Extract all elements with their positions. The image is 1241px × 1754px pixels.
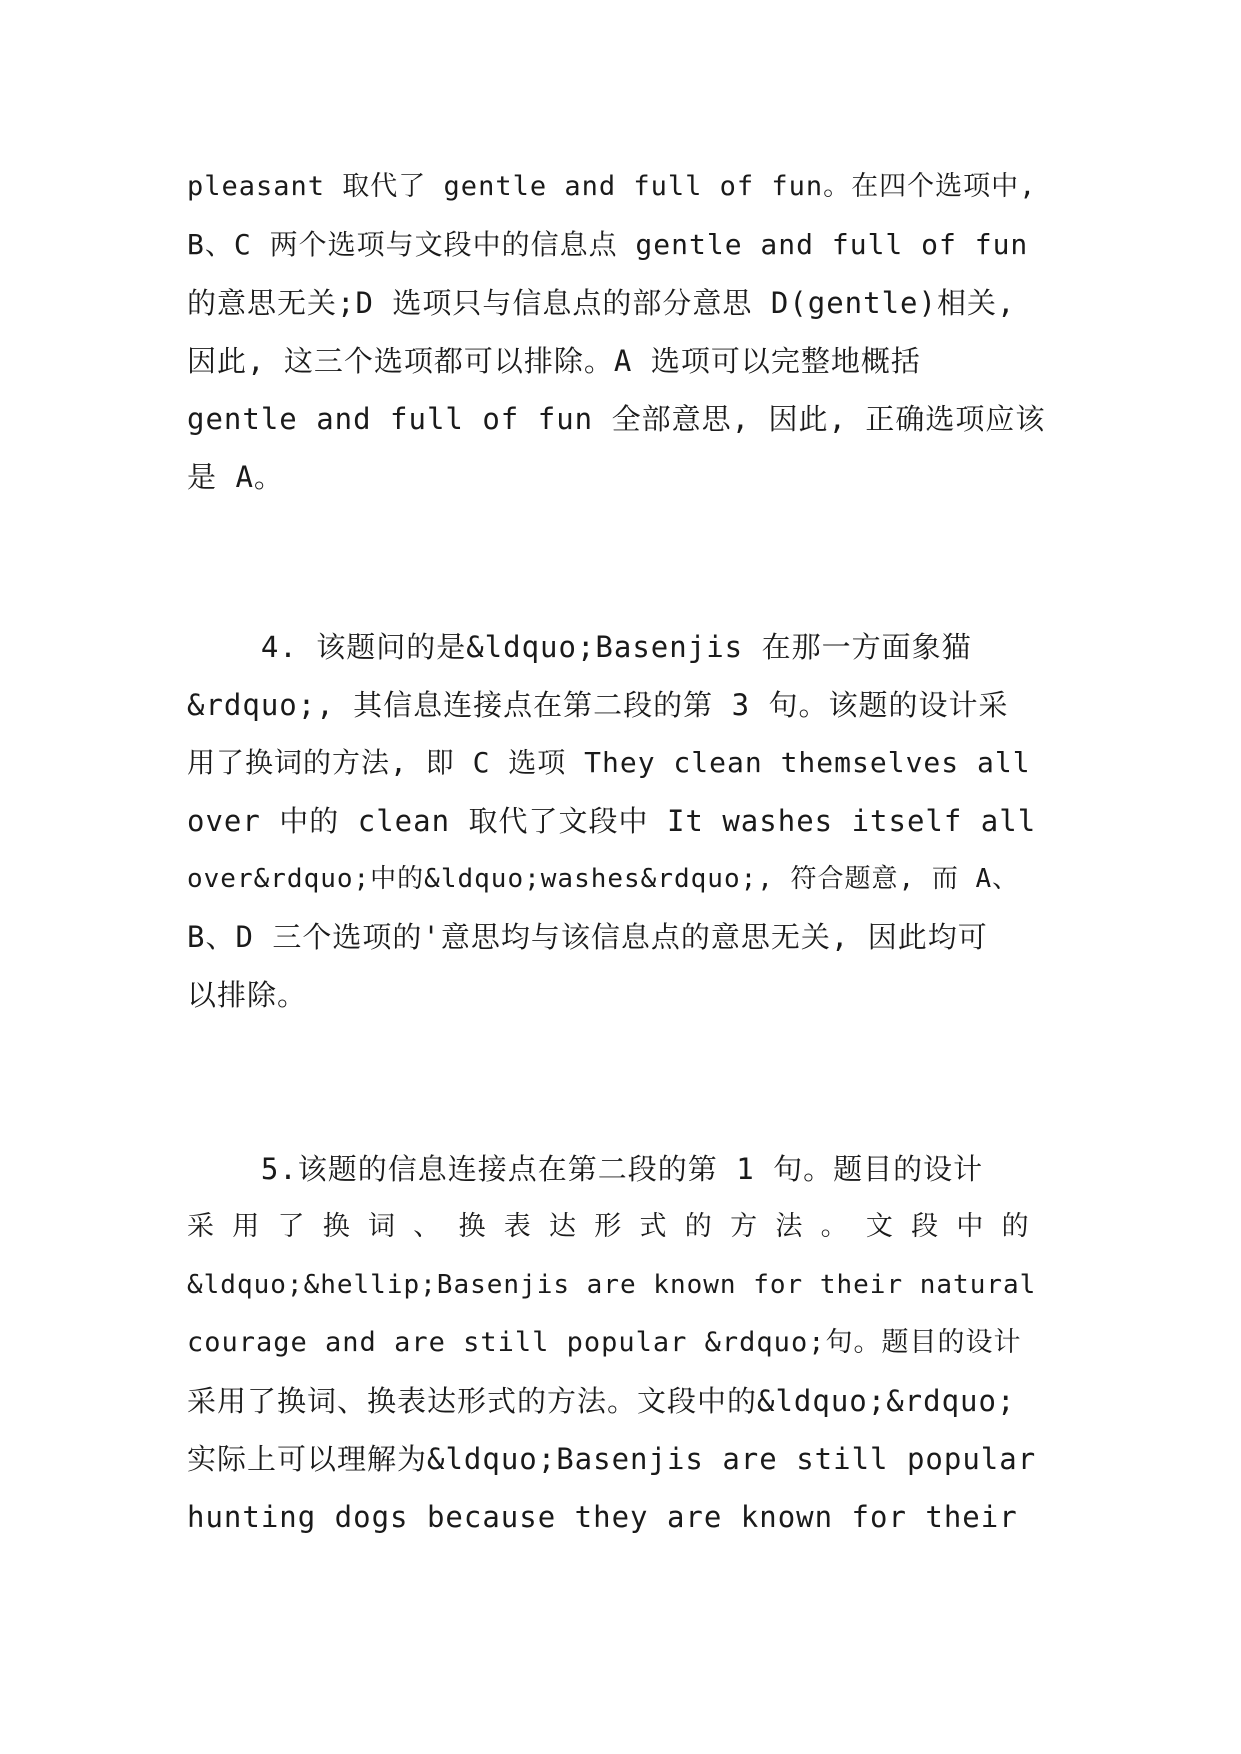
text-line: 5.该题的信息连接点在第二段的第 1 句。题目的设计 [187, 1152, 984, 1186]
text-line: over 中的 clean 取代了文段中 It washes itself all [187, 804, 1037, 838]
text-line: 是 A。 [187, 460, 284, 494]
text-line: 用了换词的方法, 即 C 选项 They clean themselves all [187, 746, 1031, 779]
text-line: &rdquo;, 其信息连接点在第二段的第 3 句。该题的设计采 [187, 688, 1009, 722]
paragraph-answer-3-continued [187, 158, 1047, 506]
text-line: 采用了换词、换表达形式的方法。文段中的&ldquo;&rdquo; [187, 1384, 1016, 1418]
text-line: B、D 三个选项的'意思均与该信息点的意思无关, 因此均可 [187, 920, 988, 954]
text-line: &ldquo;&hellip;Basenjis are known for their natural [187, 1270, 1037, 1300]
text-line: gentle and full of fun 全部意思, 因此, 正确选项应该 [187, 402, 1046, 436]
text-line: over&rdquo;中的&ldquo;washes&rdquo;, 符合题意, 而 A、 [187, 864, 1020, 894]
paragraph-answer-4 [187, 618, 1047, 1024]
text-line: 以排除。 [187, 978, 308, 1012]
text-line: 因此, 这三个选项都可以排除。A 选项可以完整地概括 [187, 344, 921, 378]
text-line: pleasant 取代了 gentle and full of fun。在四个选项中, [187, 171, 1037, 202]
text-line: hunting dogs because they are known for their [187, 1500, 1018, 1534]
text-line: courage and are still popular &rdquo;句。题目的设计 [187, 1327, 1022, 1358]
text-line: 实际上可以理解为&ldquo;Basenjis are still popular [187, 1442, 1037, 1476]
paragraph-answer-5 [187, 1140, 1047, 1546]
text-line: 采 用 了 换 词 、 换 表 达 形 式 的 方 法 。 文 段 中 的 [187, 1211, 1030, 1242]
text-line: B、C 两个选项与文段中的信息点 gentle and full of fun [187, 228, 1029, 261]
text-line: 4. 该题问的是&ldquo;Basenjis 在那一方面象猫 [187, 630, 972, 664]
text-line: 的意思无关;D 选项只与信息点的部分意思 D(gentle)相关, [187, 286, 1016, 320]
